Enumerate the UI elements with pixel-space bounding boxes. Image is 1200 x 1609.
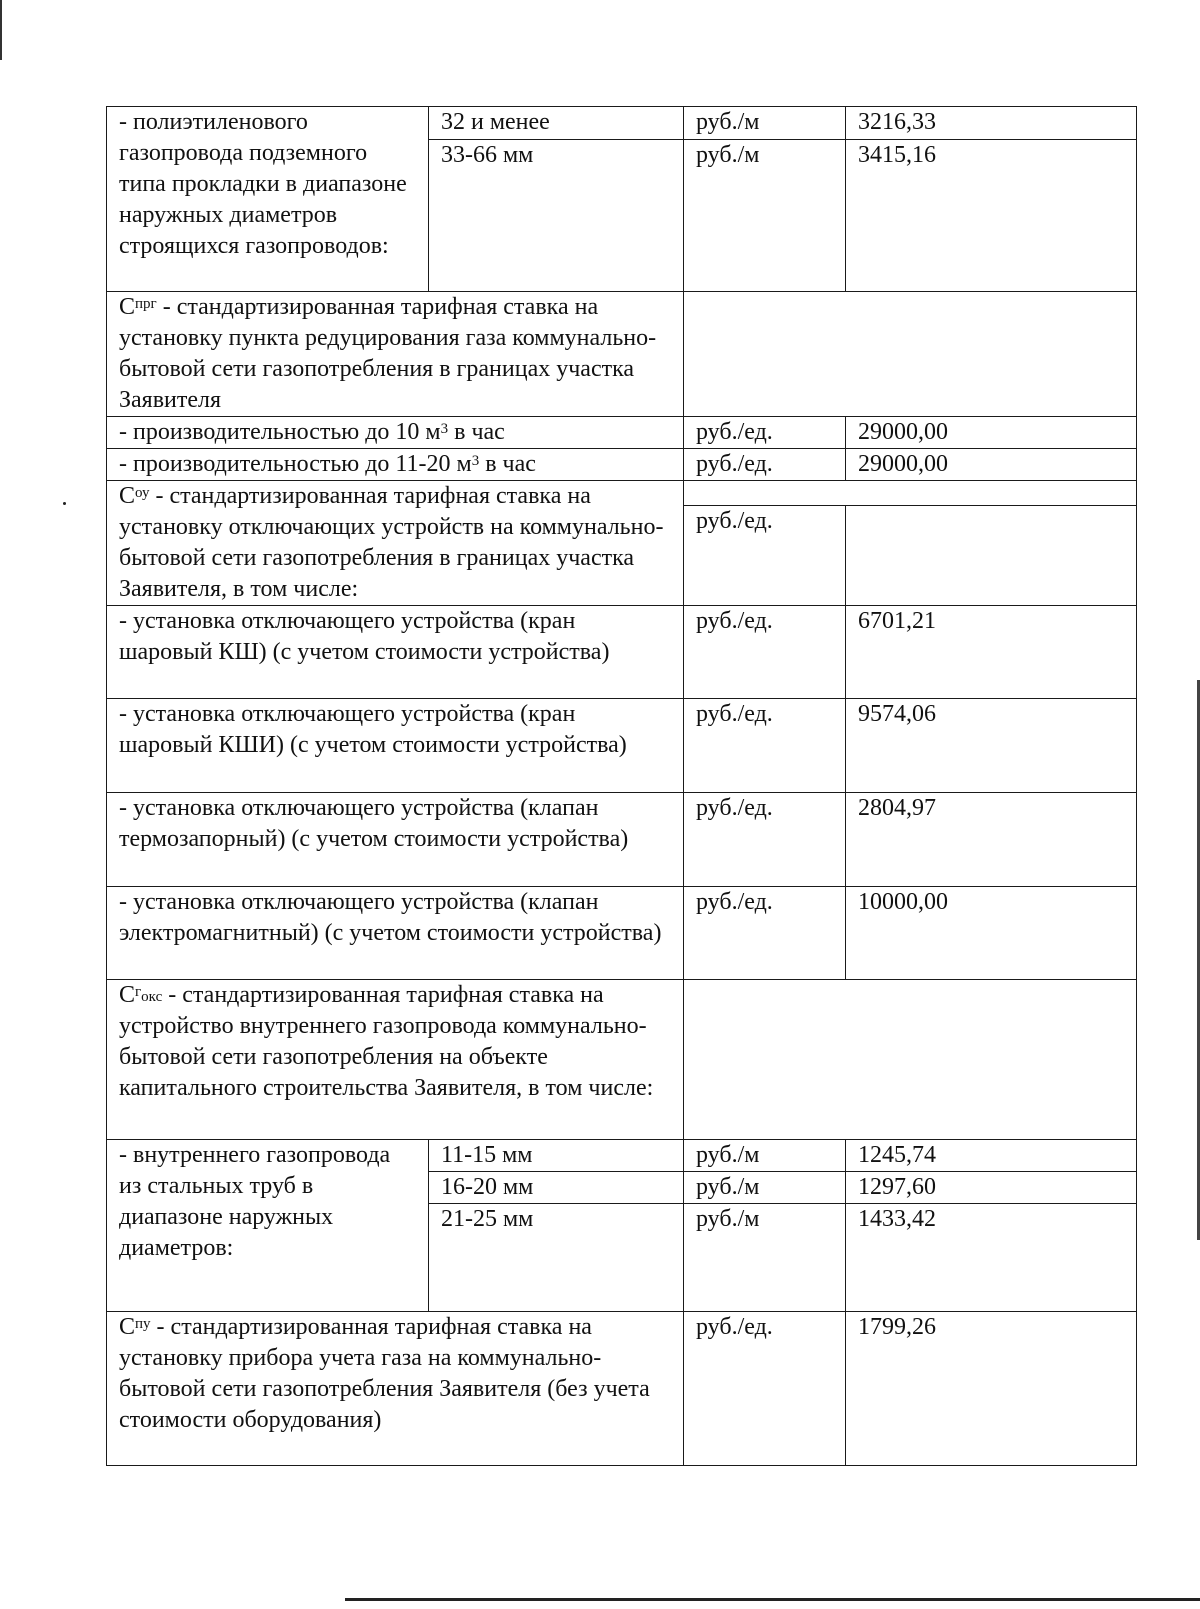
rate-symbol: С xyxy=(119,982,136,1008)
table-row xyxy=(107,980,1137,1140)
table-row xyxy=(107,417,1137,449)
scan-bottom-edge xyxy=(345,1598,1200,1601)
size-cell: 32 и менее xyxy=(429,107,684,140)
steel-pipe-label: - внутреннего газопровода из стальных труб в диапазоне наружных диаметров: xyxy=(107,1140,429,1312)
unit-cell: руб./м xyxy=(684,1172,846,1204)
device-label: - установка отключающего устройства (кран шаровый КШ) (с учетом стоимости устройства) xyxy=(107,606,684,699)
capacity-label: - производительностью до 11-20 $м^3$ в час xyxy=(107,449,684,481)
tariff-table xyxy=(106,106,1137,1466)
size-cell: 11-15 мм xyxy=(429,1140,684,1172)
value-cell: 1433,42 xyxy=(846,1204,1137,1312)
unit-cell: руб./ед. xyxy=(684,699,846,793)
value-cell: 9574,06 xyxy=(846,699,1137,793)
oks-label: - стандартизированная тарифная ставка на устройство внутреннего газопровода коммунально-бытовой сети газопотребления на объекте капитального строительства Заявителя, в том числе: xyxy=(119,982,654,1101)
empty-cell xyxy=(684,292,1137,417)
value-cell: 1297,60 xyxy=(846,1172,1137,1204)
capacity-label: - производительностью до 10 $м^3$ в час xyxy=(107,417,684,449)
unit-cell: руб./м xyxy=(684,1204,846,1312)
poly-pipe-label: - полиэтиленового газопровода подземного типа прокладки в диапазоне наружных диаметров строящихся газопроводов: xyxy=(107,107,429,292)
table-row xyxy=(107,699,1137,793)
table-row xyxy=(107,793,1137,887)
value-cell: 1799,26 xyxy=(846,1312,1137,1466)
size-cell: 16-20 мм xyxy=(429,1172,684,1204)
rate-symbol-sup: пу xyxy=(135,1316,151,1332)
unit-cell: руб./ед. xyxy=(684,793,846,887)
table-row xyxy=(107,481,1137,506)
value-cell: 1245,74 xyxy=(846,1140,1137,1172)
empty-cell xyxy=(684,481,1137,506)
unit-cell: руб./м xyxy=(684,1140,846,1172)
value-cell: 29000,00 xyxy=(846,417,1137,449)
unit-cell: руб./ед. xyxy=(684,887,846,980)
prg-heading xyxy=(107,292,684,417)
table-row xyxy=(107,292,1137,417)
device-label: - установка отключающего устройства (кран шаровый КШИ) (с учетом стоимости устройства) xyxy=(107,699,684,793)
size-cell: 33-66 мм xyxy=(429,140,684,292)
table-row xyxy=(107,887,1137,980)
table-row xyxy=(107,107,1137,140)
unit-cell: руб./ед. xyxy=(684,606,846,699)
ou-label: - стандартизированная тарифная ставка на установку отключающих устройств на коммунально-бытовой сети газопотребления в границах участка Заявителя, в том числе: xyxy=(119,483,664,602)
table-row xyxy=(107,1312,1137,1466)
empty-cell xyxy=(684,980,1137,1140)
table-row xyxy=(107,606,1137,699)
unit-cell: руб./м xyxy=(684,107,846,140)
value-cell: 3415,16 xyxy=(846,140,1137,292)
empty-cell xyxy=(846,506,1137,606)
value-cell: 3216,33 xyxy=(846,107,1137,140)
scan-speck xyxy=(63,502,66,505)
value-cell: 2804,97 xyxy=(846,793,1137,887)
rate-symbol-sup: оу xyxy=(135,485,150,501)
unit-cell: руб./ед. xyxy=(684,449,846,481)
scan-edge-left xyxy=(0,0,2,60)
size-cell: 21-25 мм xyxy=(429,1204,684,1312)
device-label: - установка отключающего устройства (клапан термозапорный) (с учетом стоимости устройства) xyxy=(107,793,684,887)
rate-symbol: С xyxy=(119,483,136,509)
rate-symbol: С xyxy=(119,1314,136,1340)
value-cell: 6701,21 xyxy=(846,606,1137,699)
rate-symbol-sub: окс xyxy=(141,989,163,1005)
pu-heading xyxy=(107,1312,684,1466)
rate-symbol: С xyxy=(119,294,136,320)
prg-label: - стандартизированная тарифная ставка на установку пункта редуцирования газа коммунально-бытовой сети газопотребления в границах участка Заявителя xyxy=(119,294,657,413)
table-row xyxy=(107,1140,1137,1172)
ou-heading xyxy=(107,481,684,606)
value-cell: 10000,00 xyxy=(846,887,1137,980)
unit-cell: руб./ед. xyxy=(684,417,846,449)
oks-heading xyxy=(107,980,684,1140)
unit-cell: руб./м xyxy=(684,140,846,292)
device-label: - установка отключающего устройства (клапан электромагнитный) (с учетом стоимости устройства) xyxy=(107,887,684,980)
rate-symbol-sup: г xyxy=(135,984,142,1000)
pu-label: - стандартизированная тарифная ставка на установку прибора учета газа на коммунально-бытовой сети газопотребления Заявителя (без учета стоимости оборудования) xyxy=(119,1314,650,1433)
unit-cell: руб./ед. xyxy=(684,506,846,606)
unit-cell: руб./ед. xyxy=(684,1312,846,1466)
rate-symbol-sup: прг xyxy=(135,296,157,312)
table-row xyxy=(107,449,1137,481)
value-cell: 29000,00 xyxy=(846,449,1137,481)
